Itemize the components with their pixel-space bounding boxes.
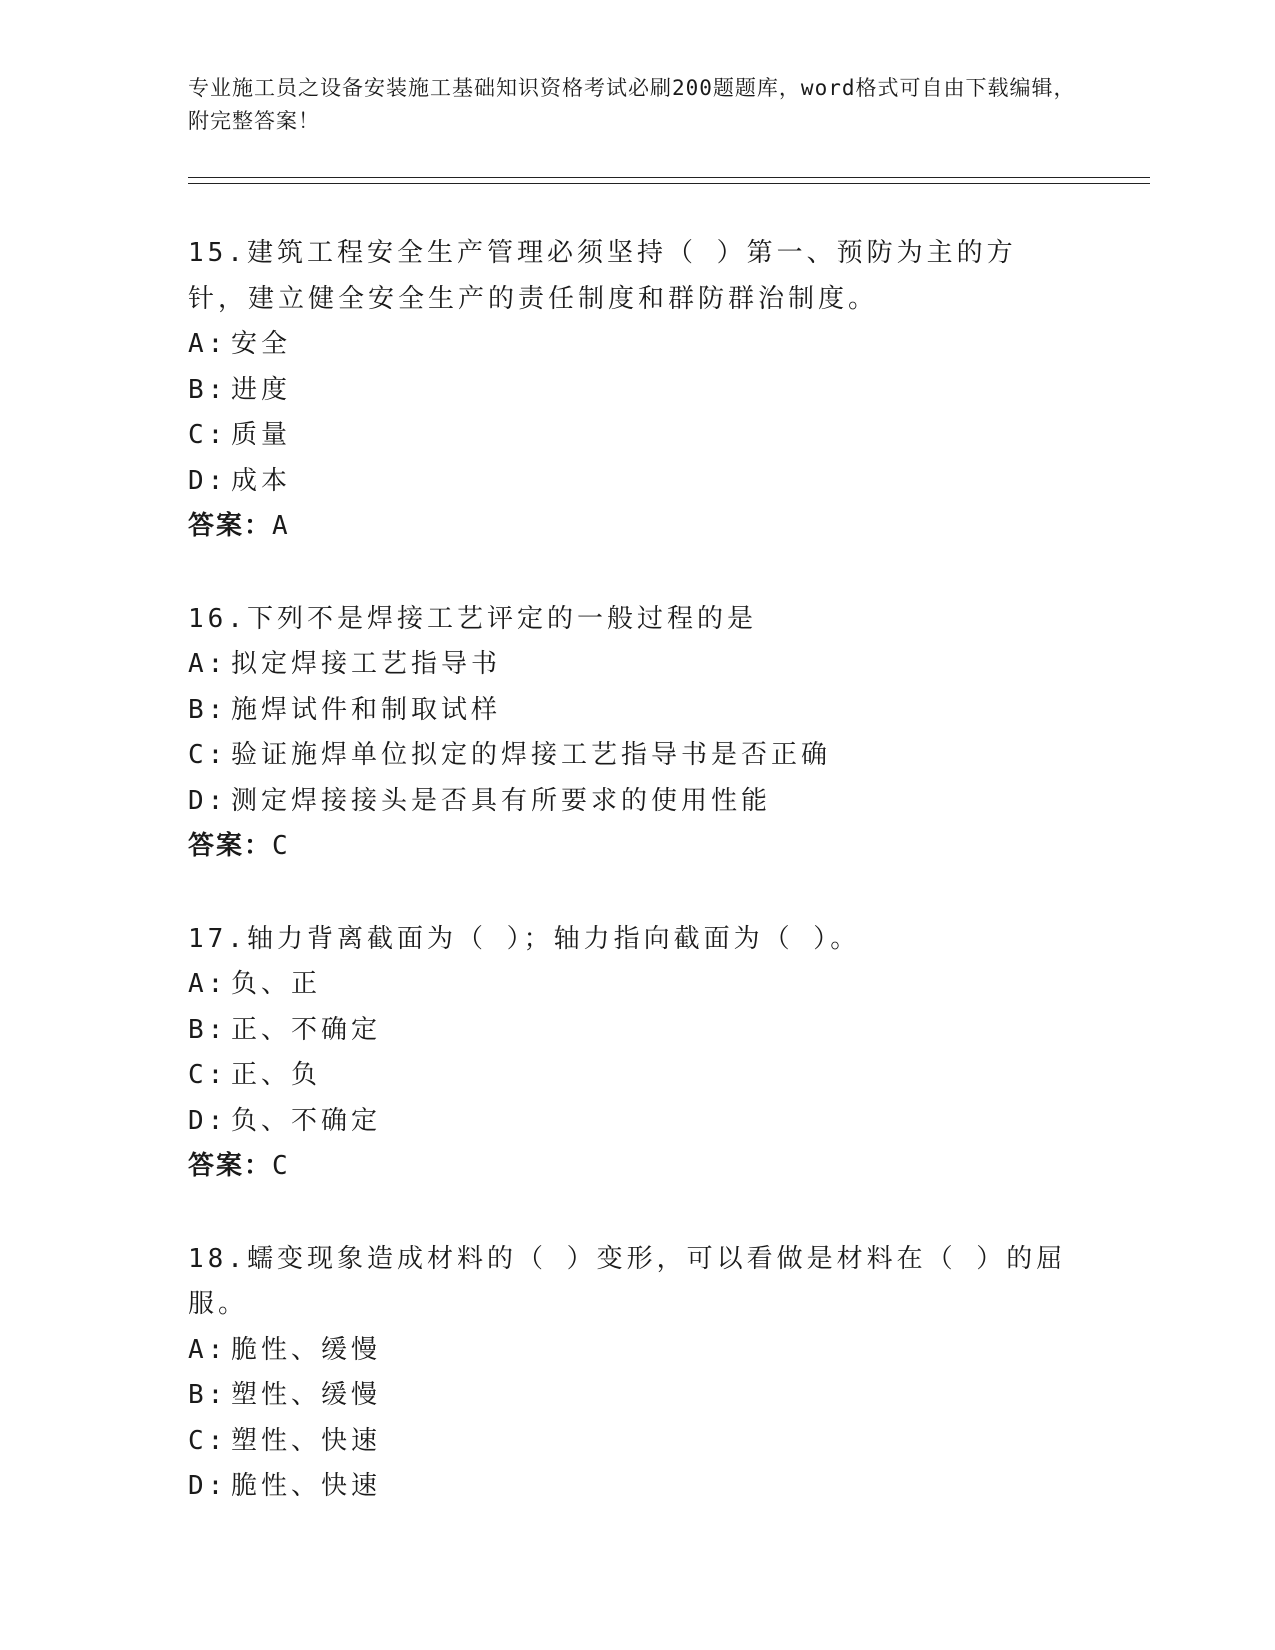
option-c	[188, 733, 1148, 779]
option-letter: C:	[188, 420, 228, 450]
question-title: 18.蠕变现象造成材料的（ ）变形，可以看做是材料在（ ）的屈服。	[188, 1243, 1067, 1319]
option-a	[188, 962, 1148, 1008]
answer-label: 答案：	[188, 831, 273, 861]
question-list	[188, 231, 1148, 1557]
option-letter: D:	[188, 1471, 228, 1501]
option-text: 安全	[231, 329, 292, 359]
option-letter: A:	[188, 329, 228, 359]
answer-label: 答案：	[188, 1151, 273, 1181]
option-letter: A:	[188, 969, 228, 999]
option-d	[188, 779, 1148, 825]
option-letter: C:	[188, 1425, 228, 1456]
option-b	[188, 688, 1148, 734]
question-title: 16.下列不是焊接工艺评定的一般过程的是	[188, 603, 757, 634]
question-15	[188, 231, 1148, 550]
option-text: 塑性、缓慢	[231, 1380, 382, 1410]
option-b	[188, 1373, 1148, 1419]
option-text: 施焊试件和制取试样	[231, 694, 502, 725]
header-divider	[188, 177, 1150, 184]
option-letter: D:	[188, 785, 228, 816]
option-b	[188, 1008, 1148, 1054]
document-header: 专业施工员之设备安装施工基础知识资格考试必刷200题题库，word格式可自由下载编辑，附完整答案！	[188, 76, 1076, 133]
option-letter: B:	[188, 694, 228, 725]
option-letter: C:	[188, 1060, 228, 1090]
option-text: 负、不确定	[231, 1105, 382, 1136]
option-text: 验证施焊单位拟定的焊接工艺指导书是否正确	[231, 740, 832, 770]
option-c	[188, 1419, 1148, 1465]
option-text: 进度	[231, 374, 292, 405]
answer-value: A	[272, 511, 290, 541]
option-letter: B:	[188, 1014, 228, 1045]
option-text: 测定焊接接头是否具有所要求的使用性能	[231, 785, 772, 816]
question-17	[188, 917, 1148, 1190]
option-text: 塑性、快速	[231, 1425, 382, 1456]
answer-label: 答案：	[188, 511, 273, 541]
option-d	[188, 1464, 1148, 1510]
option-letter: D:	[188, 1105, 228, 1136]
option-letter: B:	[188, 1380, 228, 1410]
option-c	[188, 413, 1148, 459]
option-a	[188, 322, 1148, 368]
option-letter: A:	[188, 1334, 228, 1365]
option-d	[188, 459, 1148, 505]
question-title: 15.建筑工程安全生产管理必须坚持（ ）第一、预防为主的方针，建立健全安全生产的责任制度和群防群治制度。	[188, 238, 1017, 314]
option-text: 脆性、缓慢	[231, 1334, 382, 1365]
option-text: 正、不确定	[231, 1014, 382, 1045]
question-18	[188, 1237, 1148, 1510]
question-title: 17.轴力背离截面为（ ）；轴力指向截面为（ ）。	[188, 923, 861, 954]
option-a	[188, 1328, 1148, 1374]
option-letter: A:	[188, 649, 228, 679]
option-letter: D:	[188, 465, 228, 496]
option-text: 质量	[231, 420, 292, 450]
answer-line	[188, 824, 1148, 870]
answer-value: C	[272, 831, 290, 861]
option-c	[188, 1053, 1148, 1099]
option-text: 脆性、快速	[231, 1471, 382, 1501]
option-b	[188, 368, 1148, 414]
answer-line	[188, 504, 1148, 550]
answer-line	[188, 1144, 1148, 1190]
answer-value: C	[272, 1151, 290, 1181]
option-d	[188, 1099, 1148, 1145]
option-letter: C:	[188, 740, 228, 770]
option-a	[188, 642, 1148, 688]
option-text: 正、负	[231, 1060, 322, 1090]
option-text: 成本	[231, 465, 292, 496]
question-16	[188, 597, 1148, 870]
option-text: 负、正	[231, 969, 322, 999]
option-letter: B:	[188, 374, 228, 405]
option-text: 拟定焊接工艺指导书	[231, 649, 502, 679]
